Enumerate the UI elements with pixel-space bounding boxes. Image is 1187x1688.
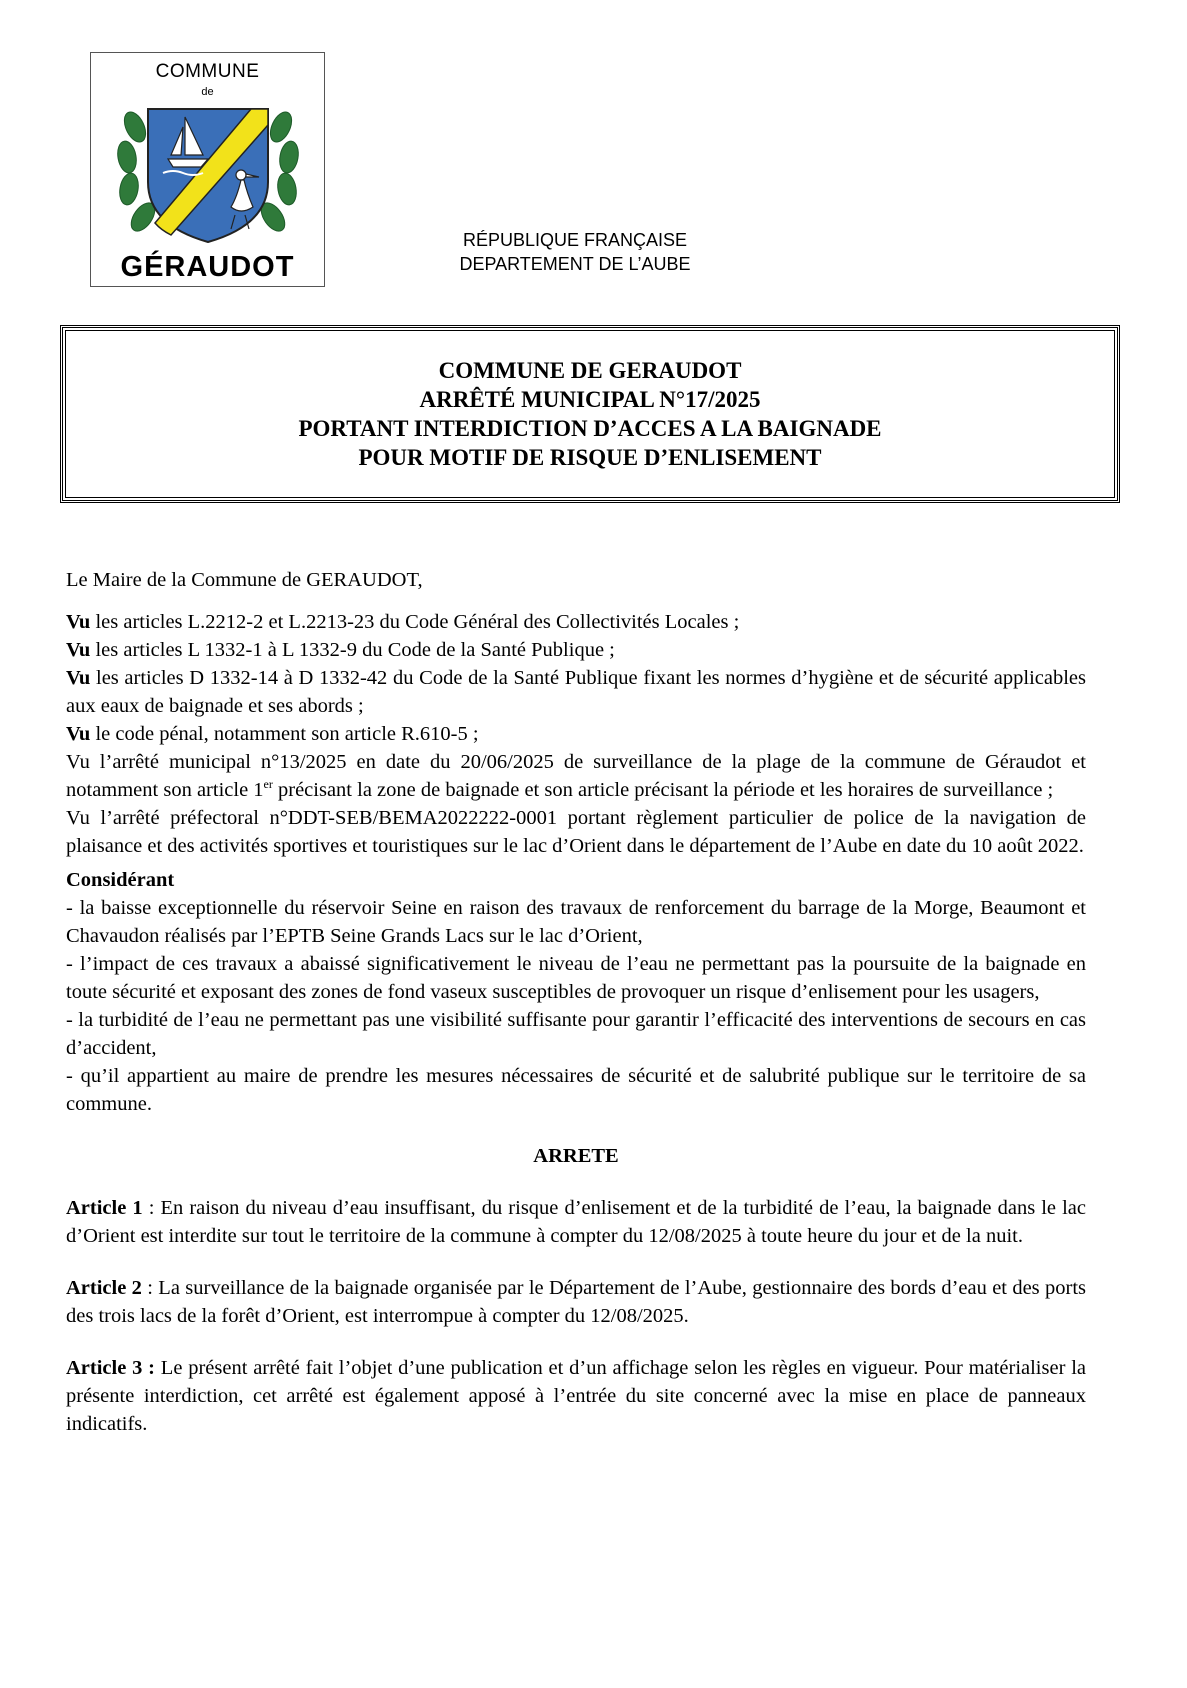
visa-2	[66, 636, 1086, 664]
commune-logo	[90, 52, 325, 287]
article-1-label: Article 1	[66, 1197, 143, 1219]
article-1-text: : En raison du niveau d’eau insuffisant, du risque d’enlisement et de la turbidité de l’eau, la baignade dans le lac d’Orient est interdite sur tout le territoire de la commune à compter du 12/08/2025 à toute heure du jour et de la nuit.	[66, 1197, 1086, 1247]
visa-1-text: les articles L.2212-2 et L.2213-23 du Code Général des Collectivités Locales ;	[90, 611, 740, 633]
title-line-4: POUR MOTIF DE RISQUE D’ENLISEMENT	[358, 445, 822, 470]
visa-5-text-b: précisant la zone de baignade et son article précisant la période et les horaires de surveillance ;	[272, 779, 1054, 801]
article-2	[66, 1274, 1086, 1330]
logo-top-text: COMMUNE	[155, 61, 260, 82]
visa-5-text-a: Vu l’arrêté municipal n°13/2025 en date du 20/06/2025 de surveillance de la plage de la commune de Géraudot et notamment son article 1	[66, 751, 1086, 801]
considerant-label: Considérant	[66, 869, 175, 891]
considerant-4: - qu’il appartient au maire de prendre les mesures nécessaires de sécurité et de salubrité publique sur le territoire de sa commune.	[66, 1065, 1086, 1115]
logo-middle-text: de	[201, 86, 214, 98]
vu-label: Vu	[66, 667, 91, 689]
arrete-heading: ARRETE	[533, 1145, 619, 1167]
visa-5-superscript: er	[263, 777, 273, 791]
vu-label: Vu	[66, 639, 91, 661]
title-box	[60, 325, 1120, 503]
visa-1	[66, 608, 1086, 636]
title-inner	[65, 330, 1115, 498]
visa-5	[66, 748, 1086, 804]
title-line-2: ARRÊTÉ MUNICIPAL N°17/2025	[419, 387, 761, 412]
intro-paragraph: Le Maire de la Commune de GERAUDOT,	[66, 569, 423, 591]
visa-3	[66, 664, 1086, 720]
article-3-label: Article 3 :	[66, 1357, 155, 1379]
considerant-3: - la turbidité de l’eau ne permettant pas une visibilité suffisante pour garantir l’efficacité des interventions de secours en cas d’accident,	[66, 1009, 1086, 1059]
logo-bottom-text: GÉRAUDOT	[120, 251, 295, 283]
departement-text: DEPARTEMENT DE L’AUBE	[459, 254, 691, 274]
visa-2-text: les articles L 1332-1 à L 1332-9 du Code de la Santé Publique ;	[90, 639, 615, 661]
vu-label: Vu	[66, 611, 91, 633]
visa-3-text: les articles D 1332-14 à D 1332-42 du Code de la Santé Publique fixant les normes d’hygiène et de sécurité applicables aux eaux de baignade et ses abords ;	[66, 667, 1086, 717]
visa-6: Vu l’arrêté préfectoral n°DDT-SEB/BEMA2022222-0001 portant règlement particulier de police de la navigation de plaisance et des activités sportives et touristiques sur le lac d’Orient dans le département de l’Aube en date du 10 août 2022.	[66, 807, 1086, 857]
article-3-text: Le présent arrêté fait l’objet d’une publication et d’un affichage selon les règles en vigueur. Pour matérialiser la présente interdiction, cet arrêté est également apposé à l’entrée du site concerné avec la mise en place de panneaux indicatifs.	[66, 1357, 1086, 1435]
considerant-1: - la baisse exceptionnelle du réservoir Seine en raison des travaux de renforcement du barrage de la Morge, Beaumont et Chavaudon réalisés par l’EPTB Seine Grands Lacs sur le lac d’Orient,	[66, 897, 1086, 947]
considerant-heading	[66, 866, 1086, 894]
title-line-3: PORTANT INTERDICTION D’ACCES A LA BAIGNADE	[298, 416, 882, 441]
visa-4	[66, 720, 1086, 748]
header-republique	[430, 228, 720, 276]
article-1	[66, 1194, 1086, 1250]
considerant-2: - l’impact de ces travaux a abaissé significativement le niveau de l’eau ne permettant pas la poursuite de la baignade en toute sécurité et exposant des zones de fond vaseux susceptibles de provoquer un risque d’enlisement pour les usagers,	[66, 953, 1086, 1003]
title-line-1: COMMUNE DE GERAUDOT	[438, 358, 742, 383]
republique-text: RÉPUBLIQUE FRANÇAISE	[462, 230, 688, 250]
coat-of-arms-icon	[113, 97, 303, 247]
article-2-label: Article 2	[66, 1277, 142, 1299]
article-3	[66, 1354, 1086, 1438]
document-body	[66, 566, 1086, 1438]
vu-label: Vu	[66, 723, 91, 745]
visa-4-text: le code pénal, notamment son article R.610-5 ;	[90, 723, 479, 745]
article-2-text: : La surveillance de la baignade organisée par le Département de l’Aube, gestionnaire des bords d’eau et des ports des trois lacs de la forêt d’Orient, est interrompue à compter du 12/08/2025.	[66, 1277, 1086, 1327]
